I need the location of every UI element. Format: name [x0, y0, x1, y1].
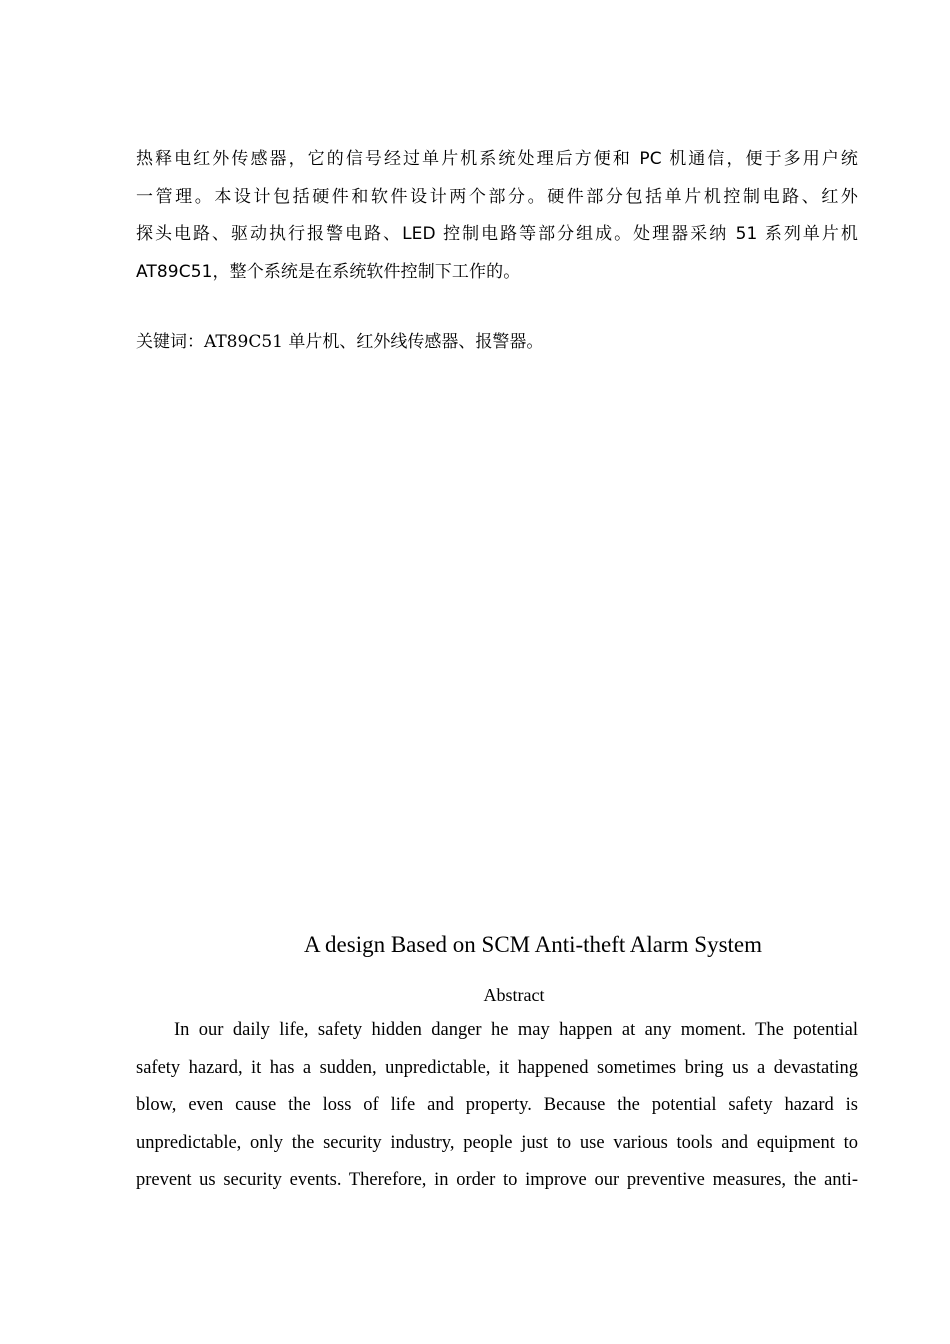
chinese-abstract-paragraph — [136, 141, 858, 291]
chinese-abstract-line: 热释电红外传感器，它的信号经过单片机系统处理后方便和 PC 机通信，便于多用户统 — [136, 149, 858, 169]
chinese-abstract-line: 一管理。本设计包括硬件和软件设计两个部分。硬件部分包括单片机控制电路、红外 — [136, 186, 858, 207]
english-title: A design Based on SCM Anti-theft Alarm System — [303, 932, 763, 957]
keywords-line — [136, 327, 543, 357]
chinese-abstract-line: 探头电路、驱动执行报警电路、LED 控制电路等部分组成。处理器采纳 51 系列单片机 — [136, 224, 858, 244]
keywords-label: 关键词： — [136, 332, 204, 352]
english-abstract-line: prevent us security events. Therefore, in order to improve our preventive measures, the anti- — [136, 1170, 858, 1190]
english-abstract-line: unpredictable, only the security industry, people just to use various tools and equipment to — [136, 1132, 858, 1153]
keywords-value: AT89C51 单片机、红外线传感器、报警器。 — [204, 332, 544, 352]
english-abstract-paragraph — [136, 1012, 858, 1200]
english-abstract-line: blow, even cause the loss of life and property. Because the potential safety hazard is — [136, 1095, 858, 1115]
english-abstract-line: In our daily life, safety hidden danger he may happen at any moment. The potential — [174, 1020, 858, 1040]
english-abstract-heading: Abstract — [483, 985, 545, 1005]
chinese-abstract-line: AT89C51，整个系统是在系统软件控制下工作的。 — [136, 261, 521, 282]
english-abstract-line: safety hazard, it has a sudden, unpredictable, it happened sometimes bring us a devastating — [136, 1057, 858, 1078]
